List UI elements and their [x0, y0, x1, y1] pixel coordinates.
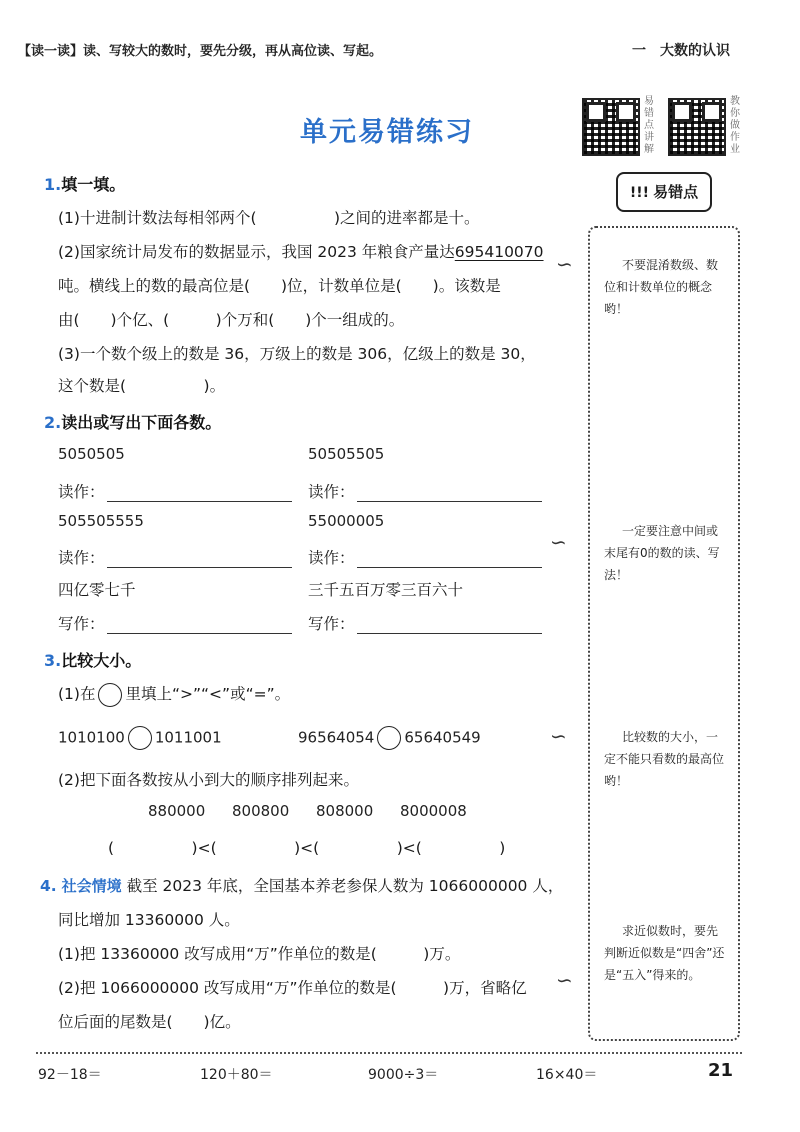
compare-circle[interactable] — [128, 726, 152, 750]
answer-row — [58, 480, 292, 502]
question-number: 3. — [44, 651, 62, 670]
grain-output-number: 695410070 — [454, 243, 544, 261]
number-item: 5050505 — [58, 445, 125, 463]
q1-line — [58, 240, 544, 262]
mental-math-exercise: 16×40＝ — [536, 1067, 598, 1083]
context-tag: 社会情境 — [61, 877, 122, 895]
badge-label: 易错点 — [653, 183, 699, 201]
curl-arrow-icon: ∽ — [550, 530, 567, 554]
number-item: 50505505 — [308, 445, 385, 463]
number-item: 505505555 — [58, 512, 144, 530]
order-number: 880000 — [148, 802, 206, 820]
mental-math-exercise: 120＋80＝ — [200, 1067, 273, 1083]
answer-line[interactable] — [357, 619, 542, 634]
page-number: 21 — [708, 1060, 734, 1081]
order-number: 8000008 — [400, 802, 467, 820]
question-2-title — [44, 410, 221, 433]
q4-line: 位后面的尾数是( )亿。 — [58, 1013, 241, 1031]
compare-pair — [298, 726, 481, 750]
sidebar-note: 一定要注意中间或末尾有0的数的读、写法！ — [604, 524, 720, 582]
q4-line: (1)把 13360000 改写成用“万”作单位的数是( )万。 — [58, 945, 461, 963]
page-title: 单元易错练习 — [300, 117, 474, 148]
answer-row — [308, 612, 542, 634]
q4-line: (2)把 1066000000 改写成用“万”作单位的数是( )万，省略亿 — [58, 979, 527, 997]
question-4-line — [40, 874, 563, 896]
question-number: 4. — [40, 877, 57, 895]
answer-line[interactable] — [107, 487, 292, 502]
number-item: 三千五百万零三百六十 — [308, 581, 464, 599]
question-title-text: 填一填。 — [61, 175, 126, 194]
q1-line: 吨。横线上的数的最高位是( )位，计数单位是( )。该数是 — [58, 277, 501, 295]
answer-row — [58, 546, 292, 568]
curl-arrow-icon: ∽ — [556, 968, 573, 992]
reading-hint: 【读一读】读、写较大的数时，要先分级，再从高位读、写起。 — [18, 44, 383, 59]
compare-left: 1010100 — [58, 728, 125, 747]
question-1-title — [44, 172, 125, 195]
q1-line: 由( )个亿、( )个万和( )个一组成的。 — [58, 311, 405, 329]
answer-row — [58, 612, 292, 634]
qr-code-icon[interactable] — [582, 98, 640, 156]
number-item: 55000005 — [308, 512, 385, 530]
mental-math-exercise: 9000÷3＝ — [368, 1067, 439, 1083]
answer-line[interactable] — [107, 553, 292, 568]
q1-line-text: (2)国家统计局发布的数据显示，我国 2023 年粮食产量达 — [58, 243, 455, 261]
curl-arrow-icon: ∽ — [556, 252, 573, 276]
answer-row — [308, 546, 542, 568]
compare-circle-icon — [98, 683, 122, 707]
qr-label: 易错点讲解 — [644, 96, 654, 155]
exclamation-icon: !!! — [629, 185, 650, 201]
answer-row — [308, 480, 542, 502]
chapter-title: 一 大数的认识 — [632, 43, 730, 59]
q3-part1 — [58, 682, 290, 707]
q4-line: 同比增加 13360000 人。 — [58, 911, 240, 929]
compare-circle[interactable] — [377, 726, 401, 750]
compare-pair — [58, 726, 222, 750]
q4-line-text: 截至 2023 年底，全国基本养老参保人数为 1066000000 人， — [126, 877, 564, 895]
answer-line[interactable] — [107, 619, 292, 634]
answer-line[interactable] — [357, 553, 542, 568]
question-number: 1. — [44, 175, 62, 194]
sidebar-note: 比较数的大小，一定不能只看数的最高位哟！ — [604, 730, 725, 788]
error-points-sidebar — [588, 226, 740, 1041]
qr-label: 教你做作业 — [730, 96, 740, 155]
curl-arrow-icon: ∽ — [550, 724, 567, 748]
answer-label: 读作： — [308, 549, 355, 567]
answer-label: 读作： — [58, 549, 105, 567]
compare-left: 96564054 — [298, 728, 375, 747]
order-answer-line[interactable]: ( )<( )<( )<( ) — [108, 839, 506, 857]
compare-right: 65640549 — [404, 728, 481, 747]
answer-label: 写作： — [308, 615, 355, 633]
error-points-badge — [616, 172, 712, 212]
q1-line: (3)一个数个级上的数是 36，万级上的数是 306，亿级上的数是 30， — [58, 345, 536, 363]
q3-part2: (2)把下面各数按从小到大的顺序排列起来。 — [58, 771, 359, 789]
footer-divider — [36, 1048, 742, 1054]
question-3-title — [44, 648, 141, 671]
sidebar-note: 不要混淆数级、数位和计数单位的概念哟！ — [604, 258, 719, 316]
mental-math-exercise: 92－18＝ — [38, 1067, 102, 1083]
q3-part1-suffix: 里填上“>”“<”或“=”。 — [125, 685, 291, 703]
q1-line: (1)十进制计数法每相邻两个( )之间的进率都是十。 — [58, 209, 480, 227]
question-title-text: 读出或写出下面各数。 — [61, 413, 222, 432]
question-number: 2. — [44, 413, 62, 432]
answer-label: 写作： — [58, 615, 105, 633]
answer-line[interactable] — [357, 487, 542, 502]
number-item: 四亿零七千 — [58, 581, 136, 599]
qr-code-icon[interactable] — [668, 98, 726, 156]
compare-right: 1011001 — [154, 728, 222, 747]
q3-part1-prefix: (1)在 — [58, 685, 96, 703]
question-title-text: 比较大小。 — [61, 651, 142, 670]
order-number: 808000 — [316, 802, 374, 820]
order-number: 800800 — [232, 802, 290, 820]
q1-line: 这个数是( )。 — [58, 377, 226, 395]
sidebar-note: 求近似数时，要先判断近似数是“四舍”还是“五入”得来的。 — [604, 924, 725, 982]
answer-label: 读作： — [58, 483, 105, 501]
answer-label: 读作： — [308, 483, 355, 501]
